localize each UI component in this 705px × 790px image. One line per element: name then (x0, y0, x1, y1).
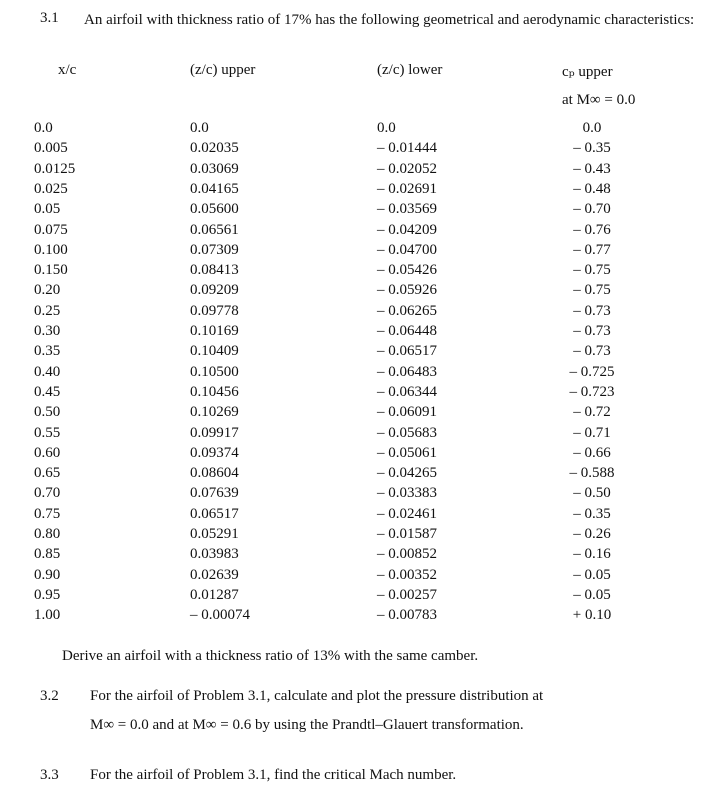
header-xc: x/c (58, 62, 77, 78)
cell-xc: 0.75 (34, 506, 61, 522)
cell-xc: 0.25 (34, 303, 61, 319)
problem-text-line2: M∞ = 0.0 and at M∞ = 0.6 by using the Prandtl–Glauert transformation. (90, 717, 524, 733)
cell-xc: 0.025 (34, 181, 68, 197)
cell-lower: – 0.00783 (377, 607, 437, 623)
cell-upper: 0.09374 (190, 445, 239, 461)
cell-lower: – 0.06483 (377, 364, 437, 380)
cell-upper: 0.09209 (190, 282, 239, 298)
cell-lower: – 0.05061 (377, 445, 437, 461)
cell-xc: 0.70 (34, 485, 61, 501)
cell-lower: – 0.02461 (377, 506, 437, 522)
cell-xc: 0.05 (34, 201, 61, 217)
cell-cp: – 0.723 (569, 384, 615, 400)
cell-upper: – 0.00074 (190, 607, 250, 623)
cell-lower: – 0.03383 (377, 485, 437, 501)
cell-cp: – 0.588 (569, 465, 615, 481)
cell-upper: 0.10456 (190, 384, 239, 400)
cell-xc: 0.005 (34, 140, 68, 156)
problem-number: 3.3 (40, 767, 59, 783)
problem-number: 3.2 (40, 688, 59, 704)
cell-xc: 0.80 (34, 526, 61, 542)
problem-number: 3.1 (40, 10, 59, 26)
cell-upper: 0.05291 (190, 526, 239, 542)
cell-cp: – 0.48 (573, 181, 611, 197)
cell-upper: 0.08604 (190, 465, 239, 481)
cell-cp: – 0.76 (573, 222, 611, 238)
cell-upper: 0.09917 (190, 425, 239, 441)
cell-upper: 0.10500 (190, 364, 239, 380)
cell-xc: 0.100 (34, 242, 68, 258)
cell-cp: + 0.10 (572, 607, 612, 623)
cell-lower: – 0.00852 (377, 546, 437, 562)
cell-xc: 0.35 (34, 343, 61, 359)
cell-cp: – 0.725 (569, 364, 615, 380)
cell-xc: 0.90 (34, 567, 61, 583)
cell-lower: – 0.05683 (377, 425, 437, 441)
cell-lower: – 0.04209 (377, 222, 437, 238)
cell-upper: 0.03983 (190, 546, 239, 562)
cell-xc: 1.00 (34, 607, 61, 623)
problem-intro: An airfoil with thickness ratio of 17% has the following geometrical and aerodynamic characteristics: (84, 12, 695, 28)
cell-cp: – 0.73 (573, 303, 611, 319)
cell-cp: – 0.16 (573, 546, 611, 562)
cell-lower: – 0.04265 (377, 465, 437, 481)
cell-cp: – 0.77 (573, 242, 611, 258)
cell-upper: 0.02035 (190, 140, 239, 156)
cell-lower: – 0.03569 (377, 201, 437, 217)
cell-upper: 0.0 (190, 120, 209, 136)
cell-cp: – 0.75 (573, 262, 611, 278)
cell-lower: – 0.02052 (377, 161, 437, 177)
cell-xc: 0.30 (34, 323, 61, 339)
cell-upper: 0.04165 (190, 181, 239, 197)
cell-xc: 0.95 (34, 587, 61, 603)
cell-cp: – 0.05 (573, 587, 611, 603)
cell-xc: 0.40 (34, 364, 61, 380)
cell-lower: – 0.06091 (377, 404, 437, 420)
cell-upper: 0.06517 (190, 506, 239, 522)
cell-upper: 0.01287 (190, 587, 239, 603)
cell-upper: 0.07309 (190, 242, 239, 258)
cell-lower: – 0.02691 (377, 181, 437, 197)
cell-xc: 0.60 (34, 445, 61, 461)
problem-closing: Derive an airfoil with a thickness ratio of 13% with the same camber. (62, 648, 479, 664)
cell-cp: – 0.35 (573, 140, 611, 156)
header-cp-condition: at M∞ = 0.0 (562, 92, 636, 108)
cell-lower: – 0.06265 (377, 303, 437, 319)
cell-cp: – 0.35 (573, 506, 611, 522)
cell-cp: – 0.70 (573, 201, 611, 217)
cell-upper: 0.05600 (190, 201, 239, 217)
cell-lower: – 0.06344 (377, 384, 437, 400)
cell-xc: 0.0125 (34, 161, 76, 177)
cell-upper: 0.10409 (190, 343, 239, 359)
cell-lower: – 0.01444 (377, 140, 437, 156)
cell-cp: – 0.73 (573, 343, 611, 359)
header-cp: cₚ upper (562, 64, 613, 80)
cell-upper: 0.07639 (190, 485, 239, 501)
cell-xc: 0.65 (34, 465, 61, 481)
cell-cp: 0.0 (582, 120, 602, 136)
cell-lower: – 0.06448 (377, 323, 437, 339)
problem-text: For the airfoil of Problem 3.1, find the critical Mach number. (90, 767, 457, 783)
cell-cp: – 0.75 (573, 282, 611, 298)
cell-lower: 0.0 (377, 120, 396, 136)
problem-text-line1: For the airfoil of Problem 3.1, calculate and plot the pressure distribution at (90, 688, 544, 704)
cell-xc: 0.45 (34, 384, 61, 400)
header-lower: (z/c) lower (377, 62, 443, 78)
cell-xc: 0.150 (34, 262, 68, 278)
cell-cp: – 0.26 (573, 526, 611, 542)
cell-xc: 0.075 (34, 222, 68, 238)
cell-upper: 0.03069 (190, 161, 239, 177)
cell-upper: 0.09778 (190, 303, 239, 319)
cell-upper: 0.02639 (190, 567, 239, 583)
cell-lower: – 0.05926 (377, 282, 437, 298)
cell-lower: – 0.00352 (377, 567, 437, 583)
cell-lower: – 0.04700 (377, 242, 437, 258)
cell-xc: 0.20 (34, 282, 61, 298)
cell-cp: – 0.05 (573, 567, 611, 583)
cell-lower: – 0.00257 (377, 587, 437, 603)
cell-upper: 0.08413 (190, 262, 239, 278)
cell-lower: – 0.05426 (377, 262, 437, 278)
cell-cp: – 0.73 (573, 323, 611, 339)
cell-xc: 0.50 (34, 404, 61, 420)
cell-xc: 0.55 (34, 425, 61, 441)
cell-cp: – 0.72 (573, 404, 611, 420)
cell-lower: – 0.06517 (377, 343, 437, 359)
cell-upper: 0.06561 (190, 222, 239, 238)
cell-upper: 0.10169 (190, 323, 239, 339)
cell-cp: – 0.66 (573, 445, 611, 461)
cell-xc: 0.0 (34, 120, 53, 136)
cell-lower: – 0.01587 (377, 526, 437, 542)
cell-cp: – 0.50 (573, 485, 611, 501)
cell-cp: – 0.43 (573, 161, 611, 177)
cell-upper: 0.10269 (190, 404, 239, 420)
cell-xc: 0.85 (34, 546, 61, 562)
cell-cp: – 0.71 (573, 425, 611, 441)
header-upper: (z/c) upper (190, 62, 256, 78)
